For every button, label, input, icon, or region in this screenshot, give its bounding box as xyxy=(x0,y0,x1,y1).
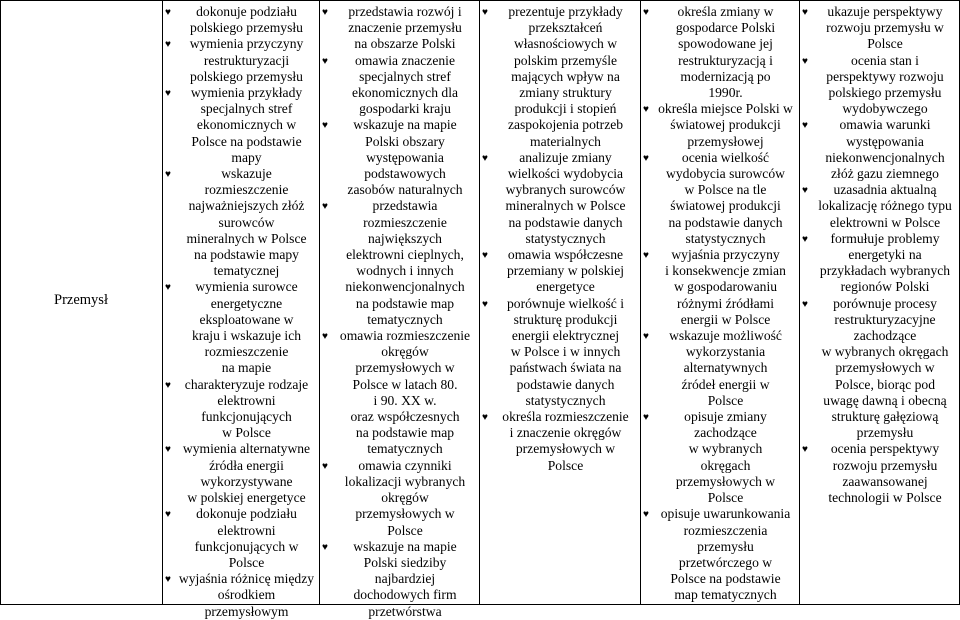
list-item xyxy=(481,296,638,409)
bullet-icon: ♥ xyxy=(322,541,328,553)
list-item xyxy=(801,53,957,118)
bullet-icon: ♥ xyxy=(322,331,328,343)
list-item-text: dokonuje podziału polskiego przemysłu xyxy=(190,4,303,36)
list-item xyxy=(321,328,477,458)
bullet-icon: ♥ xyxy=(322,55,328,67)
list-item xyxy=(801,231,957,296)
bullet-icon: ♥ xyxy=(802,298,808,310)
bullet-icon: ♥ xyxy=(643,152,649,164)
requirements-column-3 xyxy=(481,4,638,474)
bullet-icon: ♥ xyxy=(322,7,328,18)
bullet-icon: ♥ xyxy=(165,169,171,181)
requirements-column-1 xyxy=(164,4,317,620)
list-item xyxy=(642,101,797,150)
requirements-column-2 xyxy=(321,4,477,620)
bullet-icon: ♥ xyxy=(802,233,808,245)
table-border-top xyxy=(0,0,960,1)
list-item-text: ocenia stan i perspektywy rozwoju polskiego przemysłu wydobywczego xyxy=(826,52,944,117)
list-item xyxy=(321,4,477,53)
list-item xyxy=(321,117,477,198)
bullet-icon: ♥ xyxy=(482,7,488,18)
list-item xyxy=(801,182,957,231)
list-item xyxy=(642,247,797,328)
list-item xyxy=(642,150,797,247)
requirements-list xyxy=(321,4,477,620)
list-item-text: charakteryzuje rodzaje elektrowni funkcjonujących w Polsce xyxy=(184,376,309,441)
list-item xyxy=(164,85,317,166)
list-item xyxy=(164,279,317,376)
list-item-text: wymienia przyczyny restrukturyzacji polskiego przemysłu xyxy=(189,36,304,84)
list-item xyxy=(164,166,317,279)
requirements-list xyxy=(164,4,317,620)
list-item-text: określa rozmieszczenie i znaczenie okręgów przemysłowych w Polsce xyxy=(502,409,629,473)
list-item xyxy=(481,409,638,474)
bullet-icon: ♥ xyxy=(165,444,171,456)
list-item-text: wskazuje na mapie Polski siedziby najbardziej dochodowych firm przetwórstwa xyxy=(353,538,457,619)
list-item-text: analizuje zmiany wielkości wydobycia wybranych surowców mineralnych w Polsce na podstawie danych statystycznych xyxy=(505,149,626,246)
list-item xyxy=(801,296,957,442)
list-item xyxy=(321,539,477,620)
list-item xyxy=(801,441,957,506)
list-item-text: prezentuje przykłady przekształceń własnościowych w polskim przemyśle mających wpływ na zmiany struktury produkcji i stopień zaspokojenia potrzeb materialnych xyxy=(507,4,624,149)
list-item-text: omawia rozmieszczenie okręgów przemysłowych w Polsce w latach 80. i 90. XX w. oraz współczesnych na podstawie map tematycznych xyxy=(339,328,471,457)
bullet-icon: ♥ xyxy=(482,250,488,262)
list-item-text: omawia współczesne przemiany w polskiej energetyce xyxy=(506,247,625,295)
list-item-text: formułuje problemy energetyki na przykładach wybranych regionów Polski xyxy=(819,230,951,295)
bullet-icon: ♥ xyxy=(802,185,808,197)
bullet-icon: ♥ xyxy=(643,7,649,18)
list-item-text: ocenia wielkość wydobycia surowców w Polsce na tle światowej produkcji na podstawie danych statystycznych xyxy=(666,149,785,246)
list-item-text: wskazuje na mapie Polski obszary występowania podstawowych zasobów naturalnych xyxy=(347,117,463,198)
list-item-text: określa miejsce Polski w światowej produkcji przemysłowej xyxy=(658,101,793,149)
list-item-text: wymienia przykłady specjalnych stref ekonomicznych w Polsce na podstawie mapy xyxy=(190,85,303,165)
bullet-icon: ♥ xyxy=(322,460,328,472)
bullet-icon: ♥ xyxy=(165,88,171,100)
column-divider xyxy=(479,0,480,605)
bullet-icon: ♥ xyxy=(482,412,488,424)
bullet-icon: ♥ xyxy=(802,55,808,67)
list-item-text: ukazuje perspektywy rozwoju przemysłu w Polsce xyxy=(826,4,944,52)
bullet-icon: ♥ xyxy=(322,120,328,132)
bullet-icon: ♥ xyxy=(165,574,171,586)
bullet-icon: ♥ xyxy=(322,201,328,213)
list-item xyxy=(801,117,957,182)
column-divider xyxy=(162,0,163,605)
list-item xyxy=(164,36,317,85)
list-item xyxy=(481,150,638,247)
list-item xyxy=(642,4,797,101)
list-item xyxy=(164,506,317,571)
requirements-list xyxy=(642,4,797,604)
list-item-text: określa zmiany w gospodarce Polski spowodowane jej restrukturyzacją i modernizacją po 1990r. xyxy=(675,4,776,101)
requirements-list xyxy=(801,4,957,506)
list-item-text: porównuje procesy restrukturyzacyjne zachodzące w wybranych okręgach przemysłowych w Polsce, biorąc pod uwagę dawną i obecną strukturę gałęziową przemysłu xyxy=(821,295,949,441)
list-item xyxy=(321,53,477,118)
list-item-text: dokonuje podziału elektrowni funkcjonujących w Polsce xyxy=(194,506,299,570)
requirements-column-5 xyxy=(801,4,957,506)
list-item-text: wskazuje rozmieszczenie najważniejszych złóż surowców mineralnych w Polsce na podstawie mapy tematycznej xyxy=(186,166,307,279)
list-item xyxy=(164,377,317,442)
list-item xyxy=(321,458,477,539)
list-item xyxy=(481,247,638,296)
bullet-icon: ♥ xyxy=(643,250,649,262)
bullet-icon: ♥ xyxy=(802,444,808,456)
list-item-text: opisuje zmiany zachodzące w wybranych okręgach przemysłowych w Polsce xyxy=(675,409,776,506)
column-divider xyxy=(640,0,641,605)
bullet-icon: ♥ xyxy=(165,282,171,294)
bullet-icon: ♥ xyxy=(643,412,649,424)
list-item xyxy=(801,4,957,53)
list-item-text: ocenia perspektywy rozwoju przemysłu zaawansowanej technologii w Polsce xyxy=(828,441,942,506)
list-item-text: porównuje wielkość i strukturę produkcji energii elektrycznej w Polsce i w innych państwach świata na podstawie danych statystycznych xyxy=(506,295,625,408)
list-item xyxy=(642,506,797,603)
list-item xyxy=(642,409,797,506)
list-item xyxy=(642,328,797,409)
list-item-text: omawia czynniki lokalizacji wybranych okręgów przemysłowych w Polsce xyxy=(344,457,466,538)
bullet-icon: ♥ xyxy=(643,104,649,116)
bullet-icon: ♥ xyxy=(165,379,171,391)
subject-label: Przemysł xyxy=(54,292,108,308)
list-item-text: omawia warunki występowania niekonwencjonalnych złóż gazu ziemnego xyxy=(825,117,945,182)
bullet-icon: ♥ xyxy=(643,331,649,343)
list-item-text: wyjaśnia przyczyny i konsekwencje zmian w gospodarowaniu różnymi źródłami energii w Polsce xyxy=(665,247,786,327)
list-item-text: przedstawia rozwój i znaczenie przemysłu na obszarze Polski xyxy=(348,4,462,52)
requirements-column-4 xyxy=(642,4,797,604)
column-divider xyxy=(319,0,320,605)
requirements-list xyxy=(481,4,638,474)
list-item-text: wskazuje możliwość wykorzystania alternatywnych źródeł energii w Polsce xyxy=(669,328,782,408)
list-item-text: wyjaśnia różnicę między ośrodkiem przemysłowym xyxy=(178,571,315,619)
list-item xyxy=(164,4,317,36)
column-divider xyxy=(799,0,800,605)
bullet-icon: ♥ xyxy=(165,509,171,521)
bullet-icon: ♥ xyxy=(482,152,488,164)
list-item-text: omawia znaczenie specjalnych stref ekonomicznych dla gospodarki kraju xyxy=(351,52,459,117)
bullet-icon: ♥ xyxy=(482,298,488,310)
list-item-text: uzasadnia aktualną lokalizację różnego typu elektrowni w Polsce xyxy=(818,182,952,230)
list-item-text: wymienia surowce energetyczne eksploatowane w kraju i wskazuje ich rozmieszczenie na mapie xyxy=(191,279,302,376)
list-item xyxy=(321,198,477,328)
bullet-icon: ♥ xyxy=(643,509,649,521)
list-item-text: wymienia alternatywne źródła energii wykorzystywane w polskiej energetyce xyxy=(182,441,311,506)
list-item-text: opisuje uwarunkowania rozmieszczenia przemysłu przetwórczego w Polsce na podstawie map tematycznych xyxy=(660,506,791,603)
list-item xyxy=(164,571,317,620)
bullet-icon: ♥ xyxy=(165,7,171,18)
list-item xyxy=(164,441,317,506)
bullet-icon: ♥ xyxy=(802,7,808,18)
bullet-icon: ♥ xyxy=(165,39,171,51)
list-item-text: przedstawia rozmieszczenie największych elektrowni cieplnych, wodnych i innych niekonwencjonalnych na podstawie map tematycznych xyxy=(345,198,465,327)
list-item xyxy=(481,4,638,150)
bullet-icon: ♥ xyxy=(802,120,808,132)
